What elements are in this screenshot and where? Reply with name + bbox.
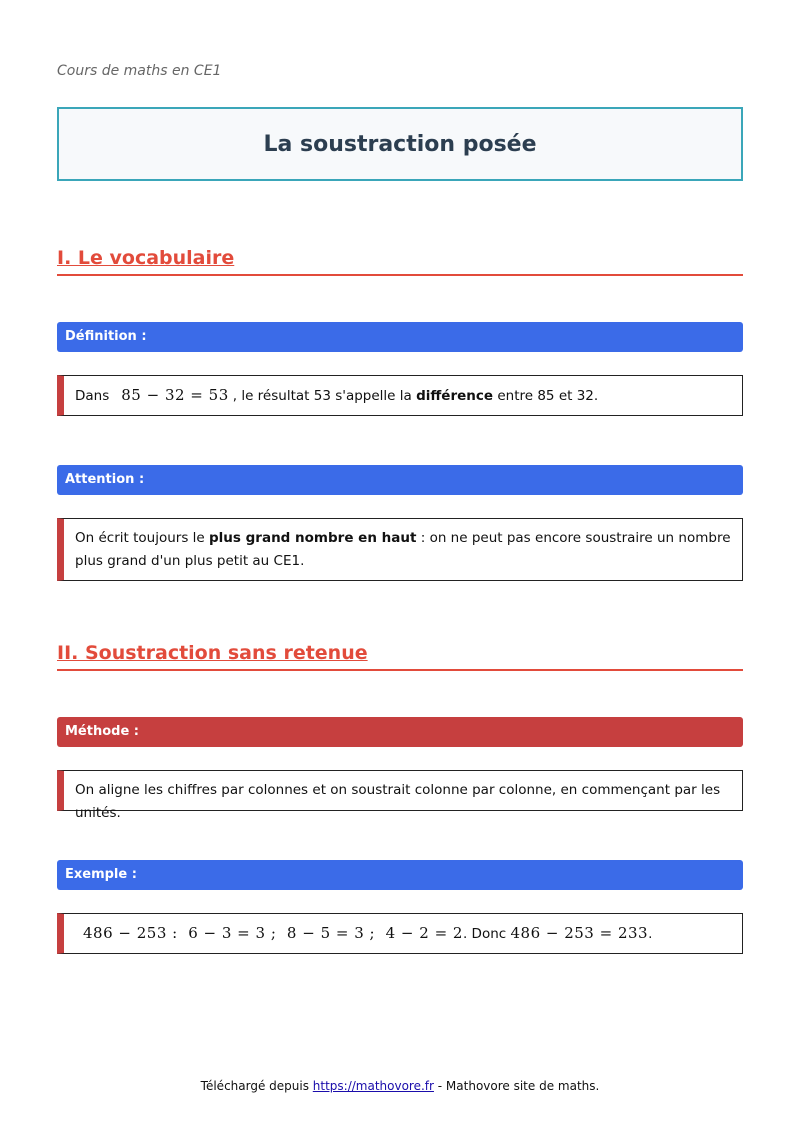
definition-pre: Dans (75, 388, 110, 404)
definition-bold: différence (416, 388, 494, 404)
methode-bar: Méthode : (57, 717, 743, 747)
exemple-post: . (648, 926, 653, 942)
definition-box (57, 375, 743, 416)
title-box (57, 107, 743, 181)
footer-pre: Téléchargé depuis (200, 1079, 313, 1093)
exemple-bar: Exemple : (57, 860, 743, 890)
exemple-box (57, 913, 743, 954)
footer-post: - Mathovore site de maths. (433, 1079, 600, 1093)
section-title-soustraction: II. Soustraction sans retenue (57, 641, 743, 671)
exemple-math-result: 486 − 253 = 233 (510, 924, 649, 942)
attention-bar: Attention : (57, 465, 743, 495)
attention-bold: plus grand nombre en haut (209, 530, 417, 546)
footer (0, 1079, 800, 1093)
footer-link[interactable]: https://mathovore.fr (312, 1079, 434, 1093)
attention-post: : on ne peut pas encore soustraire un nombre plus grand d'un plus petit au CE1. (75, 530, 731, 569)
methode-box (57, 770, 743, 821)
attention-box (57, 518, 743, 581)
definition-post: entre 85 et 32. (493, 388, 599, 404)
definition-bar: Définition : (57, 322, 743, 352)
methode-text: On aligne les chiffres par colonnes et on soustrait colonne par colonne, en commençant par les unités. (75, 782, 721, 821)
exemple-math-steps: 486 − 253 : 6 − 3 = 3 ; 8 − 5 = 3 ; 4 − 2 = 2 (83, 924, 463, 942)
definition-mid: , le résultat 53 s'appelle la (232, 388, 417, 404)
section-title-vocabulaire: I. Le vocabulaire (57, 246, 743, 276)
page-title: La soustraction posée (263, 131, 537, 157)
definition-math: 85 − 32 = 53 (121, 386, 229, 404)
course-header: Cours de maths en CE1 (57, 63, 222, 79)
attention-pre: On écrit toujours le (75, 530, 209, 546)
exemple-mid: . Donc (462, 926, 511, 942)
